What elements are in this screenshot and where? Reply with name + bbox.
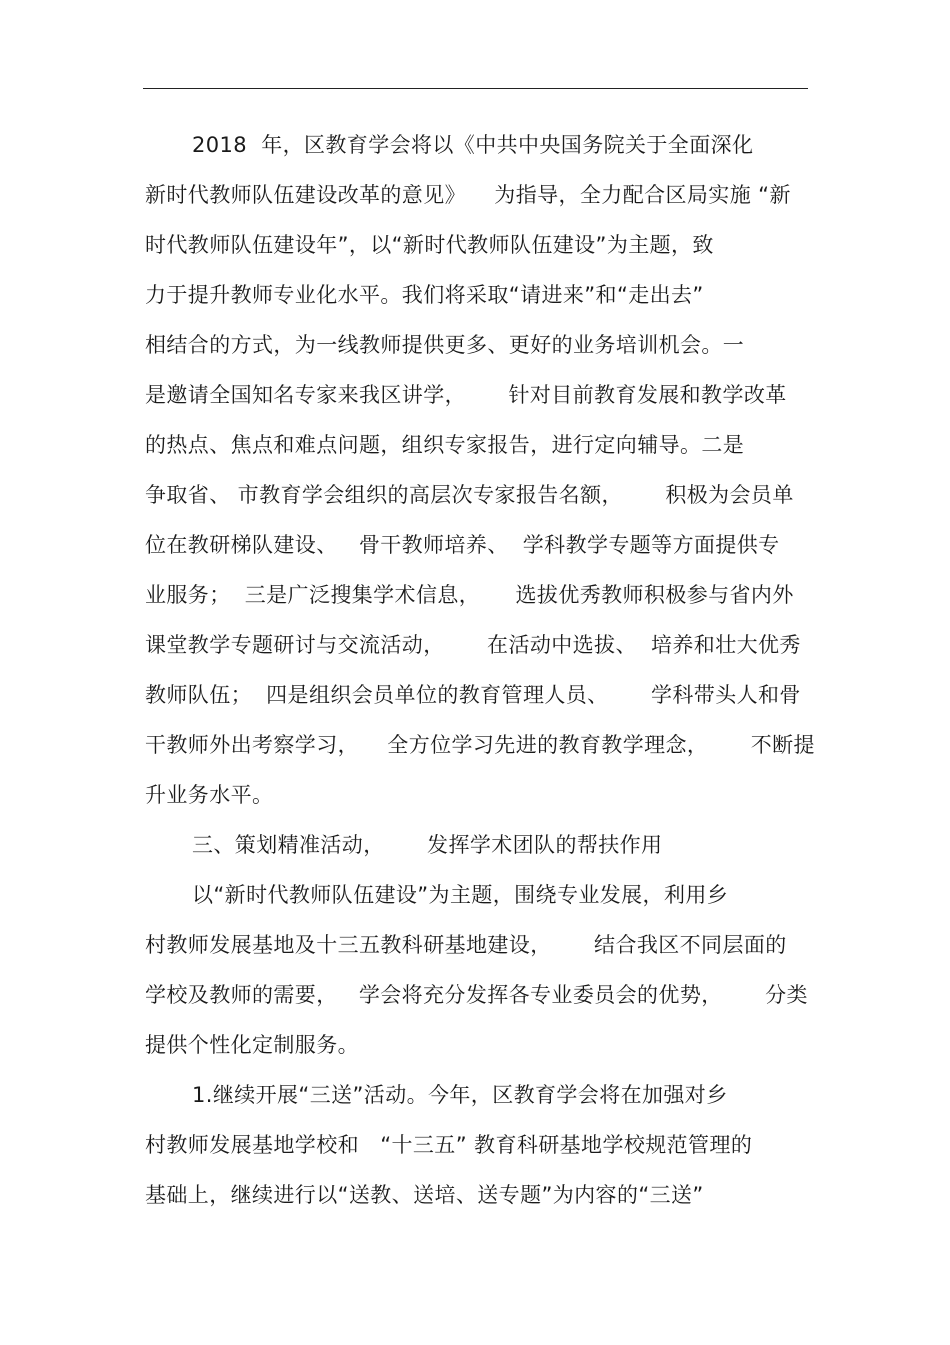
text-line: 新时代教师队伍建设改革的意见》 为指导，全力配合区局实施 “新 bbox=[145, 183, 791, 207]
text-line: 村教师发展基地学校和 “十三五” 教育科研基地学校规范管理的 bbox=[145, 1133, 753, 1157]
text-line: 基础上，继续进行以“送教、送培、送专题”为内容的“三送” bbox=[145, 1183, 704, 1207]
text-line: 以“新时代教师队伍建设”为主题，围绕专业发展，利用乡 bbox=[192, 883, 729, 907]
text-line: 业服务； 三是广泛搜集学术信息， 选拔优秀教师积极参与省内外 bbox=[145, 583, 794, 607]
text-line: 教师队伍； 四是组织会员单位的教育管理人员、 学科带头人和骨 bbox=[145, 683, 801, 707]
text-line: 的热点、焦点和难点问题，组织专家报告，进行定向辅导。二是 bbox=[145, 433, 745, 457]
text-line: 村教师发展基地及十三五教科研基地建设， 结合我区不同层面的 bbox=[145, 933, 787, 957]
text-line: 课堂教学专题研讨与交流活动， 在活动中选拔、 培养和壮大优秀 bbox=[145, 633, 801, 657]
body-text bbox=[145, 120, 815, 1220]
text-line: 干教师外出考察学习， 全方位学习先进的教育教学理念， 不断提 bbox=[145, 733, 815, 757]
text-line: 位在教研梯队建设、 骨干教师培养、 学科教学专题等方面提供专 bbox=[145, 533, 780, 557]
text-line: 相结合的方式，为一线教师提供更多、更好的业务培训机会。一 bbox=[145, 333, 745, 357]
text-line: 提供个性化定制服务。 bbox=[145, 1033, 359, 1057]
text-line: 力于提升教师专业化水平。我们将采取“请进来”和“走出去” bbox=[145, 283, 704, 307]
text-line: 时代教师队伍建设年”，以“新时代教师队伍建设”为主题，致 bbox=[145, 233, 714, 257]
header-rule bbox=[143, 88, 808, 89]
text-line: 学校及教师的需要， 学会将充分发挥各专业委员会的优势， 分类 bbox=[145, 983, 808, 1007]
text-line: 升业务水平。 bbox=[145, 783, 274, 807]
text-line: 争取省、 市教育学会组织的高层次专家报告名额， 积极为会员单 bbox=[145, 483, 794, 507]
text-line: 三、策划精准活动， 发挥学术团队的帮扶作用 bbox=[192, 833, 663, 857]
text-line: 是邀请全国知名专家来我区讲学， 针对目前教育发展和教学改革 bbox=[145, 383, 787, 407]
text-line: 1.继续开展“三送”活动。今年，区教育学会将在加强对乡 bbox=[192, 1083, 728, 1107]
text-line: 2018 年，区教育学会将以《中共中央国务院关于全面深化 bbox=[192, 133, 754, 157]
